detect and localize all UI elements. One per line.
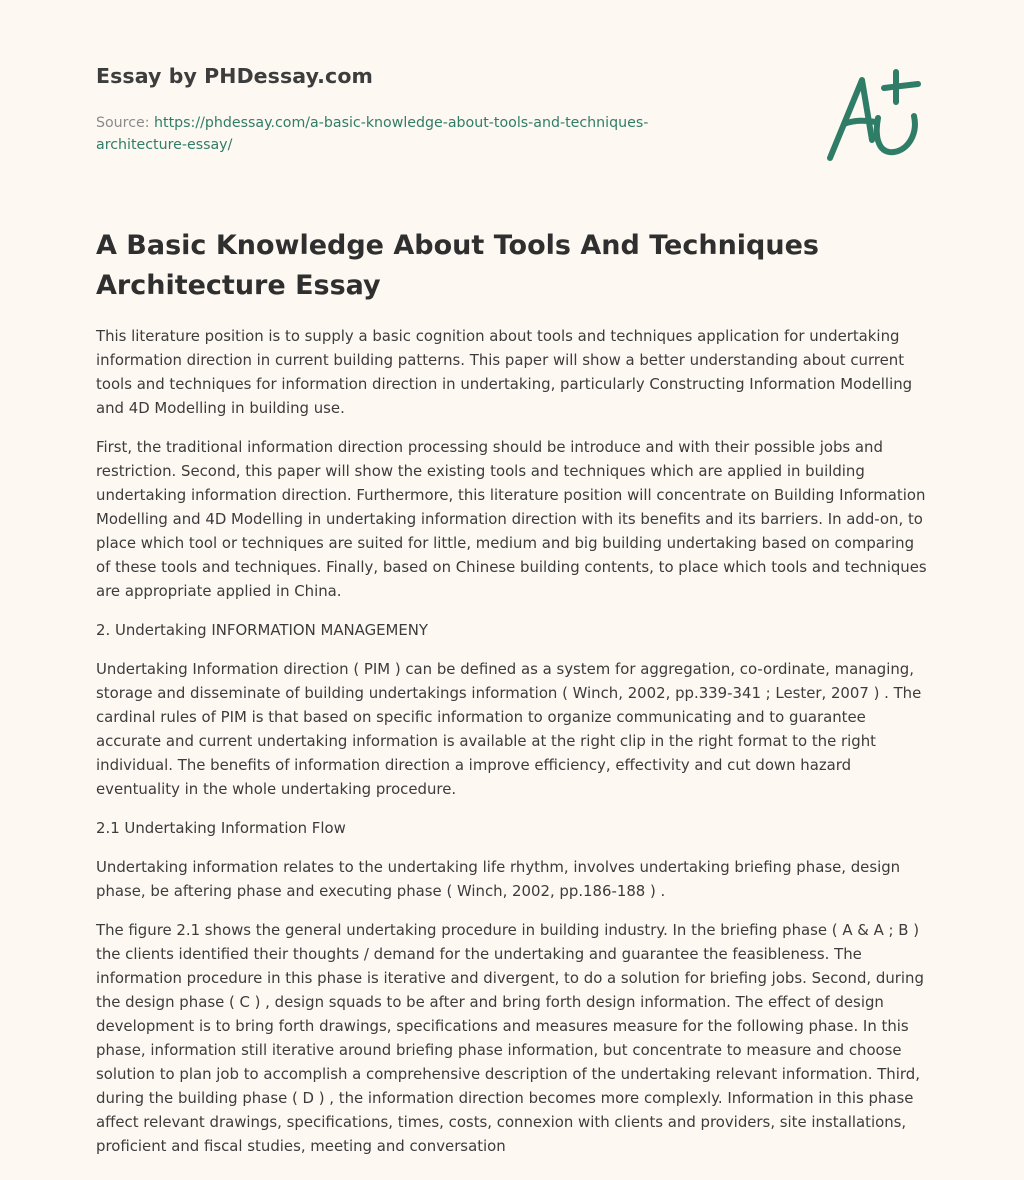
paragraph: First, the traditional information direction processing should be introduce and with their possible jobs and restriction. Second, this paper will show the existing tools and techniques which are applied in building undertaking information direction. Furthermore, this literature position will concentrate on Building Information Modelling and 4D Modelling in undertaking information direction with its benefits and its barriers. In add-on, to place which tool or techniques are suited for little, medium and big building undertaking based on comparing of these tools and techniques. Finally, based on Chinese building contents, to place which tools and techniques are appropriate applied in China. — [96, 438, 927, 600]
source-line — [96, 112, 736, 156]
paragraph: The figure 2.1 shows the general undertaking procedure in building industry. In the briefing phase ( A & A ; B ) the clients identified their thoughts / demand for the undertaking and guarantee the feasibleness. The information procedure in this phase is iterative and divergent, to do a solution for briefing jobs. Second, during the design phase ( C ) , design squads to be after and bring forth design information. The effect of design development is to bring forth drawings, specifications and measures measure for the following phase. In this phase, information still iterative around briefing phase information, but concentrate to measure and choose solution to plan job to accomplish a comprehensive description of the undertaking relevant information. Third, during the building phase ( D ) , the information direction becomes more complexly. Information in this phase affect relevant drawings, specifications, times, costs, connexion with clients and providers, site installations, proficient and fiscal studies, meeting and conversation — [96, 921, 924, 1155]
page-title: A Basic Knowledge About Tools And Techniques Architecture Essay — [96, 230, 819, 301]
source-link[interactable]: https://phdessay.com/a-basic-knowledge-about-tools-and-techniques-architecture-essay/ — [96, 115, 649, 153]
site-brand: Essay by PHDessay.com — [96, 64, 373, 88]
paragraph: Undertaking information relates to the undertaking life rhythm, involves undertaking briefing phase, design phase, be aftering phase and executing phase ( Winch, 2002, pp.186-188 ) . — [96, 858, 901, 900]
paragraph: This literature position is to supply a basic cognition about tools and techniques application for undertaking information direction in current building patterns. This paper will show a better understanding about current tools and techniques for information direction in undertaking, particularly Constructing Information Modelling and 4D Modelling in building use. — [96, 327, 913, 417]
article-body — [96, 324, 928, 1173]
source-label: Source: — [96, 115, 155, 131]
section-heading: 2. Undertaking INFORMATION MANAGEMENY — [96, 621, 429, 639]
paragraph: Undertaking Information direction ( PIM ) can be defined as a system for aggregation, co-ordinate, managing, storage and disseminate of building undertakings information ( Winch, 2002, pp.339-341 ; Lester, 2007 ) . The cardinal rules of PIM is that based on specific information to organize communicating and to guarantee accurate and current undertaking information is available at the right clip in the right format to the right individual. The benefits of information direction a improve efficiency, effectivity and cut down hazard eventuality in the whole undertaking procedure. — [96, 660, 922, 798]
section-heading: 2.1 Undertaking Information Flow — [96, 819, 346, 837]
a-plus-grade-logo-icon — [822, 68, 926, 164]
